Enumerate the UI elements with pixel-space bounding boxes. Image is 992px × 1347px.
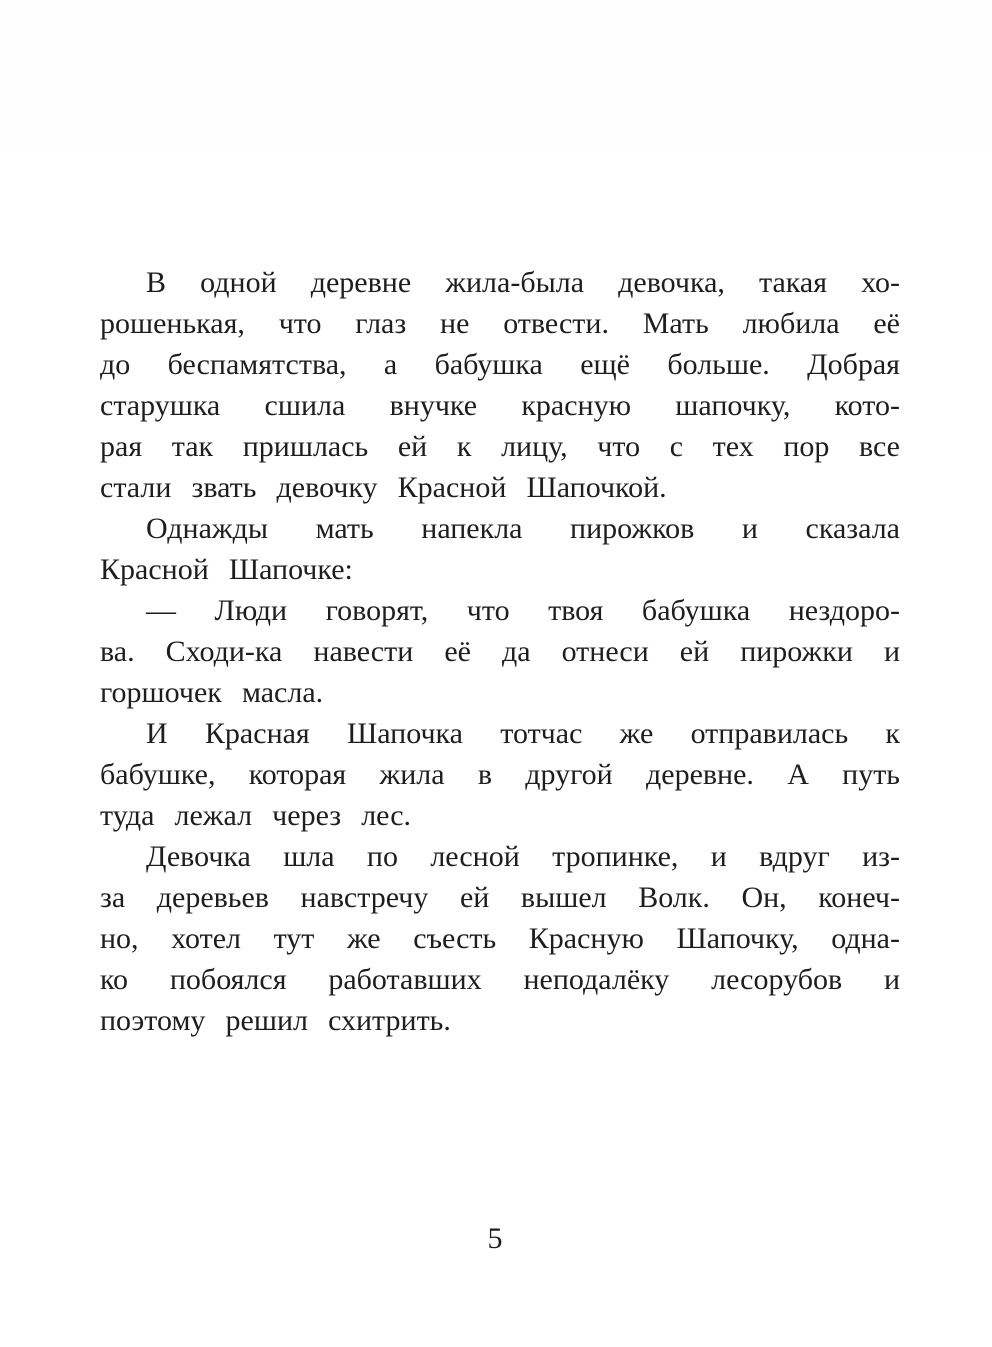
paragraph (100, 836, 900, 1041)
text-line: ко побоялся работавших неподалёку лесорубов и (100, 963, 900, 996)
text-line: туда лежал через лес. (100, 799, 412, 832)
text-line: рая так пришлась ей к лицу, что с тех пор все (100, 430, 900, 463)
text-line: Девочка шла по лесной тропинке, и вдруг из- (146, 840, 900, 873)
text-line: бабушке, которая жила в другой деревне. А путь (100, 758, 900, 791)
scan-noise-artifact (0, 0, 992, 230)
paragraph (100, 262, 900, 508)
text-line: И Красная Шапочка тотчас же отправилась к (146, 717, 900, 750)
text-line: В одной деревне жила-была девочка, такая хо- (146, 266, 900, 299)
text-line: Однажды мать напекла пирожков и сказала (146, 512, 900, 545)
text-line: за деревьев навстречу ей вышел Волк. Он, конеч- (100, 881, 900, 914)
text-line: до беспамятства, а бабушка ещё больше. Добрая (100, 348, 900, 381)
text-line: поэтому решил схитрить. (100, 1004, 451, 1037)
paragraph (100, 508, 900, 590)
text-line: ва. Сходи-ка навести её да отнеси ей пирожки и (100, 635, 900, 668)
text-line: но, хотел тут же съесть Красную Шапочку, одна- (100, 922, 900, 955)
text-line: Красной Шапочке: (100, 553, 353, 586)
text-line: старушка сшила внучке красную шапочку, кото- (100, 389, 900, 422)
page-number: 5 (487, 1222, 503, 1255)
text-line: — Люди говорят, что твоя бабушка нездоро- (146, 594, 900, 627)
text-line: горшочек масла. (100, 676, 324, 709)
paragraph (100, 713, 900, 836)
text-line: рошенькая, что глаз не отвести. Мать любила её (100, 307, 900, 340)
text-block (100, 262, 900, 1041)
paragraph (100, 590, 900, 713)
text-line: стали звать девочку Красной Шапочкой. (100, 471, 667, 504)
